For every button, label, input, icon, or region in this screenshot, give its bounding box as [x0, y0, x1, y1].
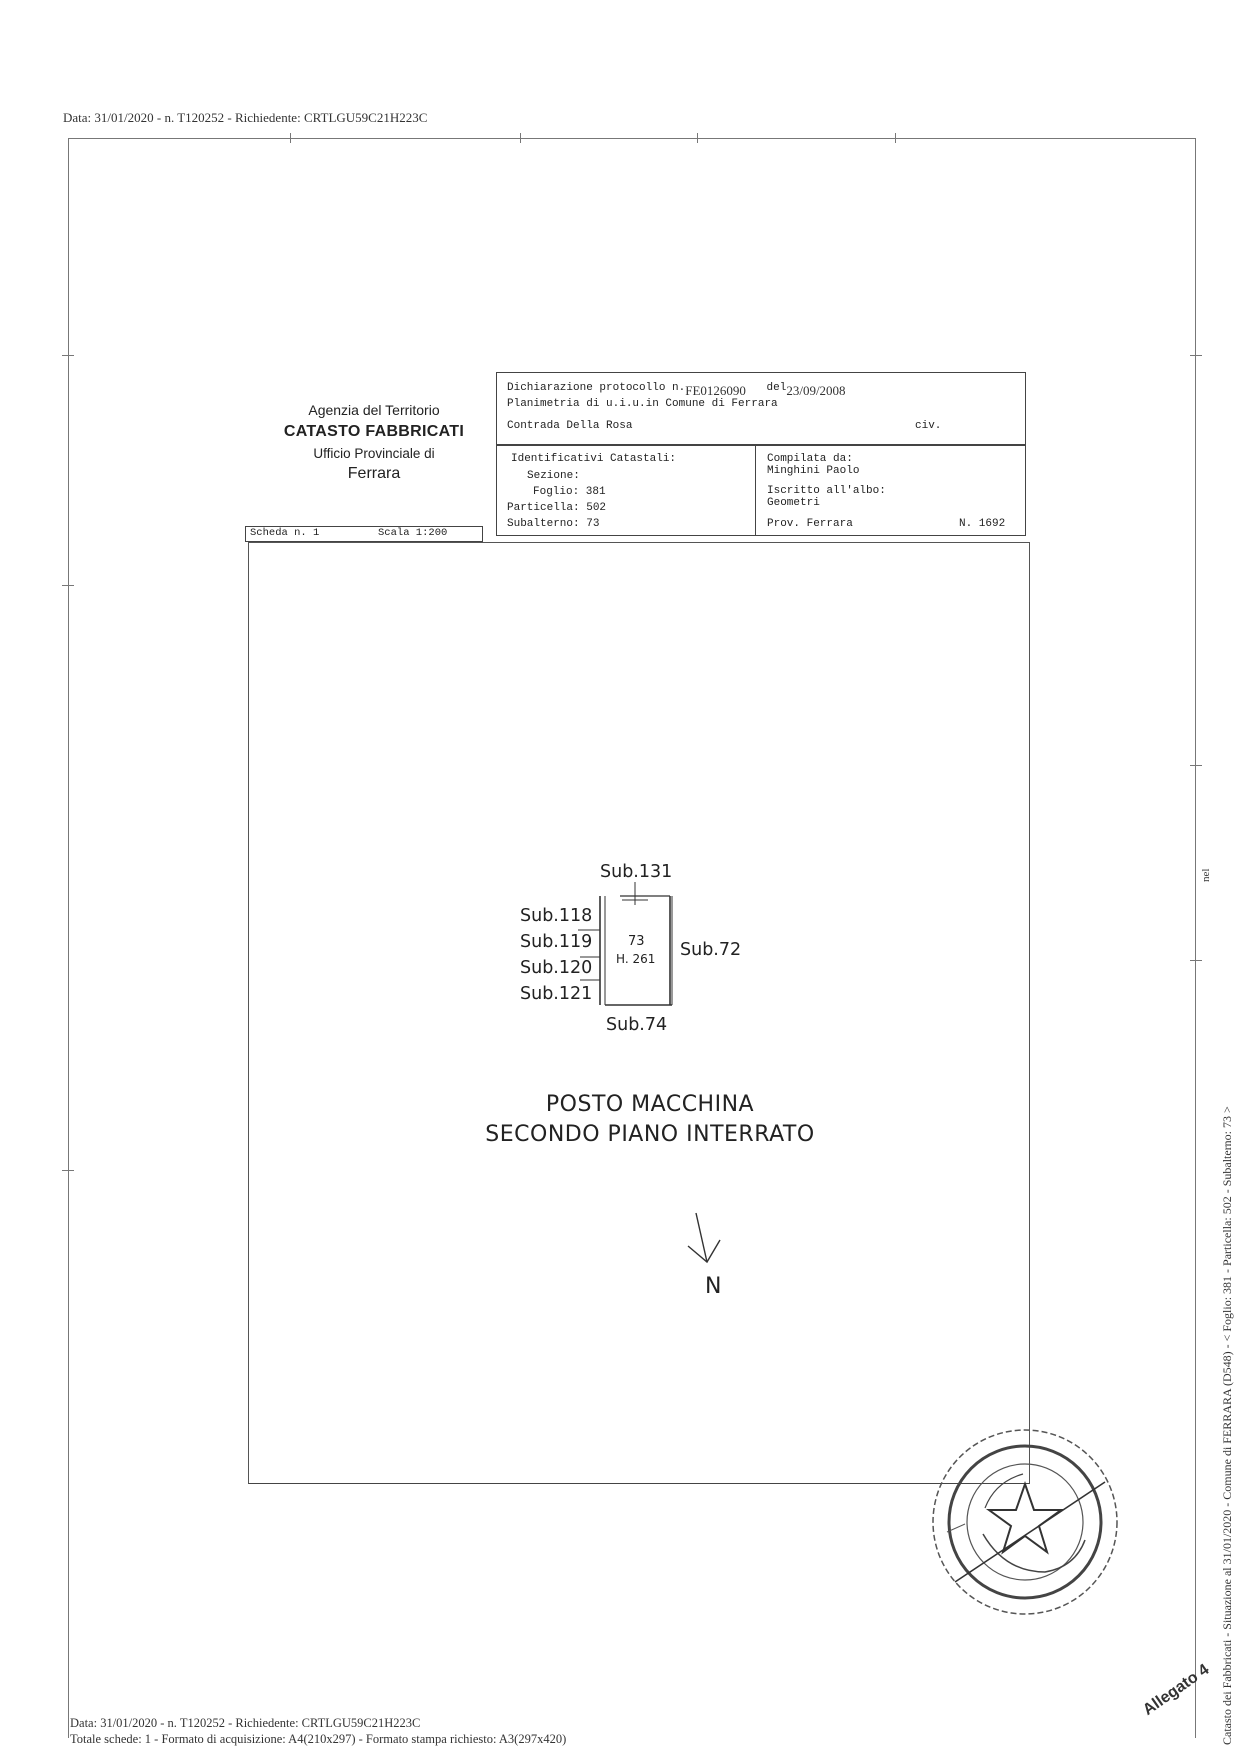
footer-line-2: Totale schede: 1 - Formato di acquisizione: A4(210x297) - Formato stampa richiesto: A3(297x420)	[70, 1732, 567, 1746]
sub-121-label: Sub.121	[520, 984, 593, 1004]
province-field: Prov. Ferrara	[767, 518, 853, 530]
civic-label: civ.	[915, 420, 942, 432]
sub-118-label: Sub.118	[520, 906, 593, 926]
official-seal	[925, 1422, 1125, 1622]
protocol-number: FE0126090	[685, 383, 746, 398]
sub-74-label: Sub.74	[606, 1015, 668, 1035]
north-arrow	[688, 1213, 720, 1262]
plan-title-line2: SECONDO PIANO INTERRATO	[485, 1122, 815, 1147]
north-label: N	[705, 1274, 722, 1299]
catasto-vertical-text: Catasto dei Fabbricati - Situazione al 31/01/2020 - Comune di FERRARA (D548) - < Foglio: 381 - Particella: 502 - Subalterno: 73 >	[1220, 1106, 1234, 1745]
foglio-field: Foglio: 381	[533, 486, 606, 498]
subalterno-field: Subalterno: 73	[507, 518, 600, 530]
sezione-field: Sezione:	[527, 470, 580, 482]
edge-vertical-text: nel	[1200, 868, 1212, 882]
date-label: del	[766, 382, 787, 394]
protocol-label: Dichiarazione protocollo n.	[507, 382, 686, 394]
particella-field: Particella: 502	[507, 502, 607, 514]
agency-office: Ufficio Provinciale di	[313, 446, 435, 461]
sub-119-label: Sub.119	[520, 932, 593, 952]
scale-label: Scala 1:200	[378, 527, 448, 539]
registration-number: N. 1692	[959, 518, 1006, 530]
sub-120-label: Sub.120	[520, 958, 593, 978]
plan-title-line1: POSTO MACCHINA	[545, 1092, 755, 1117]
declaration-date: 23/09/2008	[786, 383, 846, 398]
compiler-name: Minghini Paolo	[767, 465, 860, 477]
footer-line-1: Data: 31/01/2020 - n. T120252 - Richiedente: CRTLGU59C21H223C	[70, 1716, 421, 1730]
header-stamp: Data: 31/01/2020 - n. T120252 - Richiedente: CRTLGU59C21H223C	[63, 110, 428, 125]
compiled-by-label: Compilata da:	[767, 453, 853, 465]
sub-131-label: Sub.131	[600, 862, 673, 882]
albo-label: Iscritto all'albo:	[767, 485, 886, 497]
sub-72-label: Sub.72	[680, 940, 742, 960]
agency-name: Agenzia del Territorio	[308, 402, 440, 418]
scheda-number: Scheda n. 1	[250, 527, 320, 539]
albo-value: Geometri	[767, 497, 820, 509]
address-line: Contrada Della Rosa	[507, 420, 633, 432]
unit-number: 73	[628, 934, 645, 949]
agency-city: Ferrara	[347, 465, 401, 482]
identifiers-title: Identificativi Catastali:	[511, 453, 677, 465]
unit-height: H. 261	[616, 952, 656, 966]
allegato-stamp: Allegato 4	[1140, 1661, 1213, 1719]
agency-department: CATASTO FABBRICATI	[283, 423, 465, 440]
planimetria-line: Planimetria di u.i.u.in Comune di Ferrara	[507, 398, 778, 410]
